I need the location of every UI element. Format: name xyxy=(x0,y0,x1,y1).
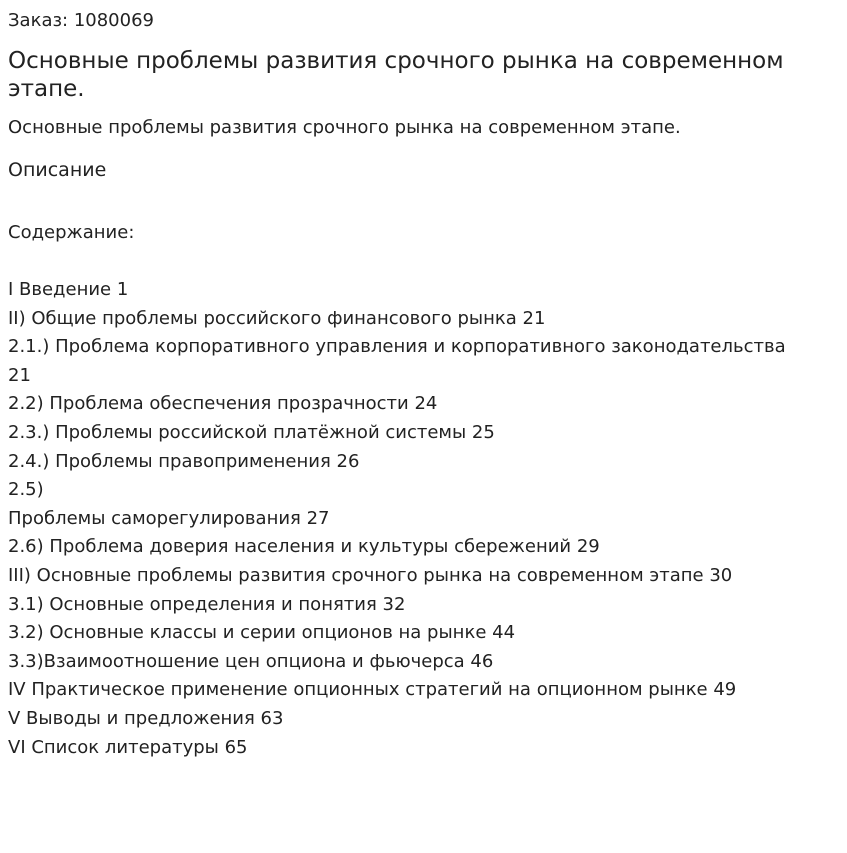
toc-entry: 2.2) Проблема обеспечения прозрачности 24 xyxy=(8,393,438,415)
toc-entry: 2.6) Проблема доверия населения и культуры сбережений 29 xyxy=(8,536,600,558)
toc-entry: 2.5) xyxy=(8,479,44,501)
toc-entry: 2.3.) Проблемы российской платёжной системы 25 xyxy=(8,421,495,443)
toc-entry: V Выводы и предложения 63 xyxy=(8,707,284,729)
order-number: Заказ: 1080069 xyxy=(8,10,154,31)
page-subtitle: Основные проблемы развития срочного рынка на современном этапе. xyxy=(8,117,681,138)
toc-entry: IV Практическое применение опционных стратегий на опционном рынке 49 xyxy=(8,679,737,701)
toc-entry: 2.4.) Проблемы правоприменения 26 xyxy=(8,450,360,472)
toc-entry: II) Общие проблемы российского финансового рынка 21 xyxy=(8,307,546,329)
toc-entry: Проблемы саморегулирования 27 xyxy=(8,507,330,529)
toc-entry: 3.1) Основные определения и понятия 32 xyxy=(8,593,406,615)
description-heading: Описание xyxy=(8,159,107,181)
contents-label: Содержание: xyxy=(8,222,135,243)
page-title: Основные проблемы развития срочного рынка на современном этапе. xyxy=(8,48,784,102)
table-of-contents xyxy=(8,276,838,762)
toc-entry: 2.1.) Проблема корпоративного управления и корпоративного законодательства xyxy=(8,336,786,358)
toc-entry: 21 xyxy=(8,364,31,386)
toc-entry: 3.2) Основные классы и серии опционов на рынке 44 xyxy=(8,622,516,644)
toc-entry: VI Список литературы 65 xyxy=(8,736,248,758)
toc-entry: 3.3)Взаимоотношение цен опциона и фьючерса 46 xyxy=(8,650,494,672)
toc-entry: III) Основные проблемы развития срочного рынка на современном этапе 30 xyxy=(8,564,733,586)
toc-entry: I Введение 1 xyxy=(8,279,129,300)
